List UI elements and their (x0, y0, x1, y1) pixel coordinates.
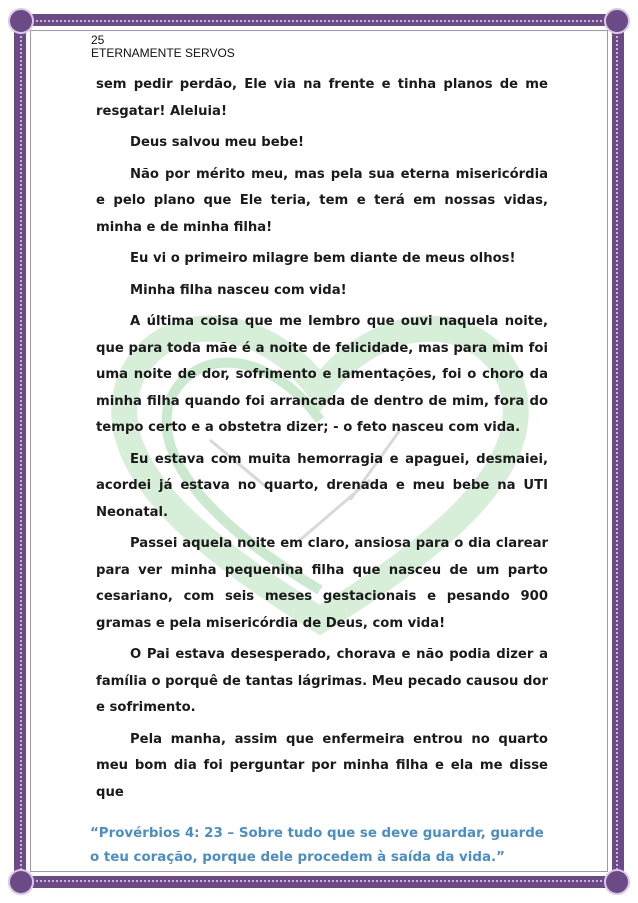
paragraph: sem pedir perdão, Ele via na frente e tinha planos de me resgatar! Aleluia! (96, 77, 548, 119)
page-number: 25 (91, 33, 105, 47)
paragraph: A última coisa que me lembro que ouvi naquela noite, que para toda mãe é a noite de felicidade, mas para mim foi uma noite de dor, sofrimento e lamentações, foi o choro da minha filha quando foi arrancada de dentro de mim, fora do tempo certo e a obstetra dizer; - o feto nasceu com vida. (96, 314, 548, 435)
frame-corner-ornament (604, 8, 630, 34)
paragraph: Pela manha, assim que enfermeira entrou no quarto meu bom dia foi perguntar por minha filha e ela me disse que (96, 731, 548, 800)
paragraph: Passei aquela noite em claro, ansiosa para o dia clarear para ver minha pequenina filha que nasceu de um parto cesariano, com seis meses gestacionais e pesando 900 gramas e pela misericórdia de Deus, com vida! (96, 536, 548, 631)
footer-verse: “Provérbios 4: 23 – Sobre tudo que se deve guardar, guarde o teu coração, porque dele procedem à saída da vida.” (90, 826, 544, 865)
frame-corner-ornament (8, 869, 34, 895)
paragraph: O Pai estava desesperado, chorava e não podia dizer a família o porquê de tantas lágrimas. Meu pecado causou dor e sofrimento. (96, 647, 548, 715)
page-header (91, 34, 235, 60)
paragraph: Eu vi o primeiro milagre bem diante de meus olhos! (130, 251, 516, 266)
paragraph: Minha filha nasceu com vida! (130, 282, 347, 298)
book-title: ETERNAMENTE SERVOS (91, 46, 235, 60)
paragraph: Deus salvou meu bebe! (130, 135, 305, 150)
paragraph: Eu estava com muita hemorragia e apaguei, desmaiei, acordei já estava no quarto, drenada e meu bebe na UTI Neonatal. (96, 451, 548, 520)
frame-corner-ornament (604, 869, 630, 895)
paragraph: Não por mérito meu, mas pela sua eterna misericórdia e pelo plano que Ele teria, tem e terá em nossas vidas, minha e de minha filha! (96, 166, 548, 235)
frame-corner-ornament (8, 8, 34, 34)
body-text (96, 72, 548, 811)
